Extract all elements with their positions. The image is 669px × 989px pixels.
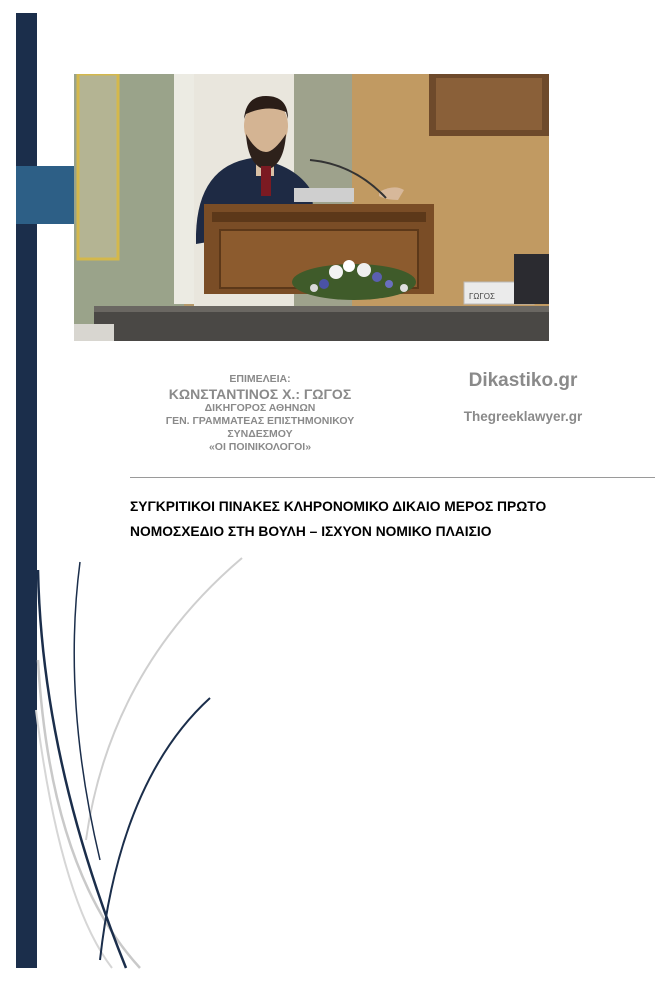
document-title xyxy=(130,494,650,544)
title-line-1: ΣΥΓΚΡΙΤΙΚΟΙ ΠΙΝΑΚΕΣ ΚΛΗΡΟΝΟΜΙΚΟ ΔΙΚΑΙΟ ΜΕΡΟΣ ΠΡΩΤΟ xyxy=(130,499,547,514)
title-line-2: ΝΟΜΟΣΧΕΔΙΟ ΣΤΗ ΒΟΥΛΗ – ΙΣΧΥΟΝ ΝΟΜΙΚΟ ΠΛΑΙΣΙΟ xyxy=(130,524,492,539)
divider-line xyxy=(130,477,655,478)
author-title-line-1: ΔΙΚΗΓΟΡΟΣ ΑΘΗΝΩΝ xyxy=(204,402,316,414)
credit-label: ΕΠΙΜΕΛΕΙΑ: xyxy=(229,373,291,385)
nameplate-label: ΓΩΓΟΣ xyxy=(469,292,495,301)
credit-block xyxy=(120,373,400,454)
decorative-swoosh xyxy=(0,540,260,970)
author-title-line-4: «ΟΙ ΠΟΙΝΙΚΟΛΟΓΟΙ» xyxy=(208,441,312,453)
cover-photo xyxy=(74,74,549,341)
site-name-thegreeklawyer: Thegreeklawyer.gr xyxy=(463,409,583,424)
sidebar-accent-block xyxy=(16,166,74,224)
author-title-line-3: ΣΥΝΔΕΣΜΟΥ xyxy=(227,428,293,440)
author-name: ΚΩΝΣΤΑΝΤΙΝΟΣ Χ.: ΓΩΓΟΣ xyxy=(168,386,352,402)
author-title-line-2: ΓΕΝ. ΓΡΑΜΜΑΤΕΑΣ ΕΠΙΣΤΗΜΟΝΙΚΟΥ xyxy=(165,415,355,427)
site-name-dikastiko: Dikastiko.gr xyxy=(468,370,578,391)
